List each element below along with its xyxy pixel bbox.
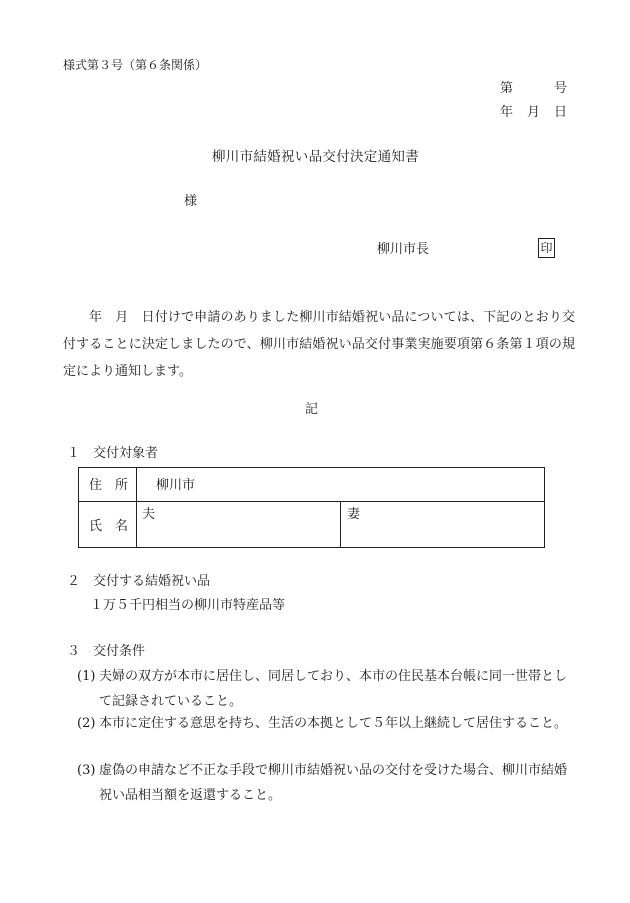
section3-heading: ３ 交付条件 bbox=[67, 644, 146, 659]
address-label: 住 所 bbox=[89, 478, 129, 493]
condition-num: (2) bbox=[77, 716, 96, 731]
section2-heading: ２ 交付する結婚祝い品 bbox=[67, 574, 211, 589]
ki-heading: 記 bbox=[305, 402, 319, 417]
condition-text: 夫婦の双方が本市に居住し、同居しており、本市の住民基本台帳に同一世帯として記録されていること。 bbox=[99, 669, 568, 709]
date-month: 月 bbox=[527, 105, 541, 120]
doc-number-suffix: 号 bbox=[554, 81, 568, 96]
section1-heading: １ 交付対象者 bbox=[67, 446, 159, 461]
sender-name: 柳川市長 bbox=[377, 242, 430, 257]
section2-content: １万５千円相当の柳川市特産品等 bbox=[90, 598, 286, 613]
date-year: 年 bbox=[500, 105, 514, 120]
wife-label: 妻 bbox=[347, 507, 361, 522]
recipient-suffix: 様 bbox=[184, 194, 198, 209]
condition-item bbox=[63, 711, 575, 736]
seal-label: 印 bbox=[540, 241, 553, 255]
recipient-table bbox=[78, 467, 545, 548]
name-label: 氏 名 bbox=[89, 519, 129, 534]
seal-box bbox=[538, 238, 555, 258]
condition-item bbox=[63, 664, 575, 714]
doc-number-prefix: 第 bbox=[500, 81, 514, 96]
condition-item bbox=[63, 758, 575, 808]
form-label: 様式第３号（第６条関係） bbox=[63, 58, 208, 72]
address-value: 柳川市 bbox=[156, 478, 196, 493]
condition-num: (3) bbox=[77, 763, 96, 778]
document-title: 柳川市結婚祝い品交付決定通知書 bbox=[212, 149, 419, 165]
condition-num: (1) bbox=[77, 669, 96, 684]
condition-text: 本市に定住する意思を持ち、生活の本拠として５年以上継続して居住すること。 bbox=[99, 716, 568, 731]
body-paragraph: 年 月 日付けで申請のありました柳川市結婚祝い品については、下記のとおり交付することに決定しましたので、柳川市結婚祝い品交付事業実施要項第６条第１項の規定により通知します。 bbox=[63, 310, 575, 379]
condition-text: 虚偽の申請など不正な手段で柳川市結婚祝い品の交付を受けた場合、柳川市結婚祝い品相当額を返還すること。 bbox=[99, 763, 568, 803]
date-day: 日 bbox=[554, 105, 568, 120]
husband-label: 夫 bbox=[142, 507, 156, 522]
